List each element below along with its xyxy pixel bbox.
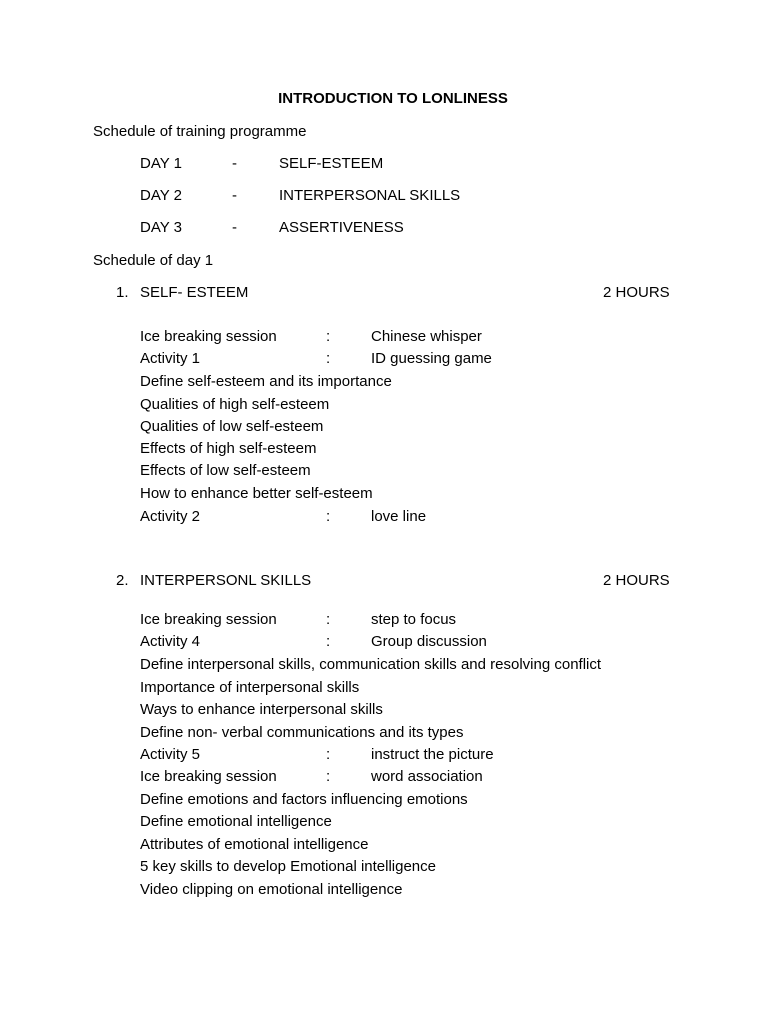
kv-label: Activity 1 [140, 350, 201, 367]
section-title: SELF- ESTEEM [140, 284, 249, 301]
kv-value: instruct the picture [371, 746, 494, 763]
kv-label: Ice breaking session [140, 768, 277, 785]
kv-separator: : [326, 350, 331, 367]
section-duration: 2 HOURS [603, 572, 670, 589]
kv-separator: : [326, 328, 331, 345]
list-item: Effects of high self-esteem [140, 440, 317, 457]
list-item: 5 key skills to develop Emotional intelligence [140, 858, 436, 875]
kv-label: Activity 2 [140, 508, 201, 525]
list-item: Qualities of low self-esteem [140, 418, 324, 435]
list-item: Define emotions and factors influencing emotions [140, 791, 468, 808]
kv-separator: : [326, 633, 331, 650]
kv-label: Activity 4 [140, 633, 201, 650]
kv-value: Chinese whisper [371, 328, 482, 345]
section-number: 1. [116, 284, 129, 301]
list-item: Effects of low self-esteem [140, 462, 311, 479]
list-item: Importance of interpersonal skills [140, 679, 360, 696]
list-item: Define self-esteem and its importance [140, 373, 392, 390]
list-item: Qualities of high self-esteem [140, 396, 330, 413]
day-separator: - [232, 155, 237, 172]
list-item: Define emotional intelligence [140, 813, 332, 830]
section-number: 2. [116, 572, 129, 589]
kv-value: ID guessing game [371, 350, 492, 367]
day-separator: - [232, 219, 237, 236]
day-label: DAY 2 [140, 187, 182, 204]
kv-label: Activity 5 [140, 746, 201, 763]
list-item: Define non- verbal communications and its types [140, 724, 464, 741]
day-topic: SELF-ESTEEM [279, 155, 384, 172]
list-item: How to enhance better self-esteem [140, 485, 373, 502]
kv-value: word association [371, 768, 483, 785]
day-label: DAY 1 [140, 155, 182, 172]
kv-separator: : [326, 746, 331, 763]
schedule-heading: Schedule of training programme [93, 123, 307, 140]
kv-separator: : [326, 611, 331, 628]
kv-value: Group discussion [371, 633, 487, 650]
day-topic: ASSERTIVENESS [279, 219, 404, 236]
day1-heading: Schedule of day 1 [93, 252, 214, 269]
day-topic: INTERPERSONAL SKILLS [279, 187, 461, 204]
day-label: DAY 3 [140, 219, 182, 236]
list-item: Define interpersonal skills, communication skills and resolving conflict [140, 656, 602, 673]
kv-label: Ice breaking session [140, 611, 277, 628]
section-duration: 2 HOURS [603, 284, 670, 301]
kv-value: step to focus [371, 611, 457, 628]
kv-label: Ice breaking session [140, 328, 277, 345]
list-item: Video clipping on emotional intelligence [140, 881, 403, 898]
section-title: INTERPERSONL SKILLS [140, 572, 312, 589]
kv-separator: : [326, 768, 331, 785]
list-item: Ways to enhance interpersonal skills [140, 701, 383, 718]
day-separator: - [232, 187, 237, 204]
kv-value: love line [371, 508, 427, 525]
kv-separator: : [326, 508, 331, 525]
document-title: INTRODUCTION TO LONLINESS [278, 90, 508, 107]
list-item: Attributes of emotional intelligence [140, 836, 369, 853]
